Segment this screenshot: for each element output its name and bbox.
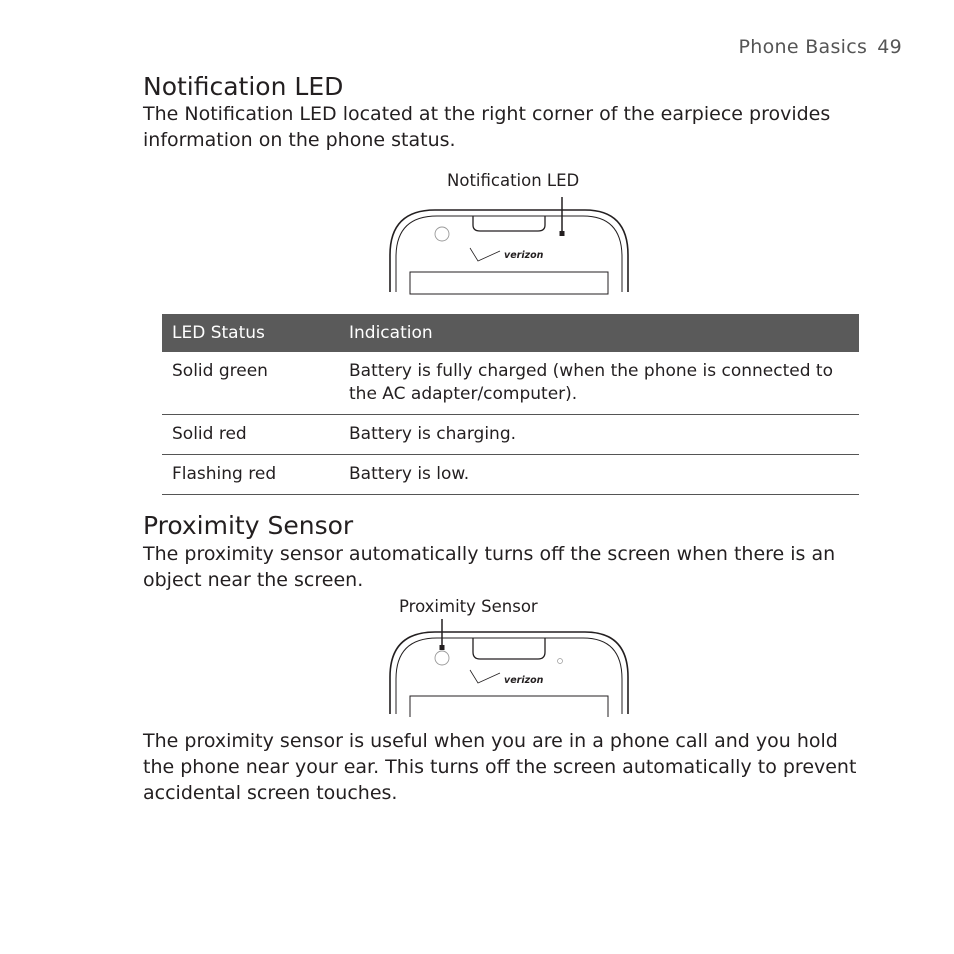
notification-led-figure-label: Notification LED [447,171,580,190]
table-row [162,352,859,415]
page-number: 49 [877,36,902,58]
phone-illustration-notification [380,195,640,295]
proximity-sensor-circle [435,651,449,665]
verizon-check-mark [470,670,500,683]
phone-screen [410,272,608,294]
indication-cell: Battery is charging. [339,415,859,455]
led-status-cell: Solid red [162,415,339,455]
verizon-check-mark [470,248,500,261]
earpiece [473,638,545,659]
header-section-title: Phone Basics [738,36,868,58]
phone-outer-outline [390,632,628,714]
verizon-logo: verizon [504,675,544,686]
proximity-sensor-usage-paragraph: The proximity sensor is useful when you are in a phone call and you hold the phone near your ear. This turns off the screen automatically to prevent accidental screen touches. [143,730,857,804]
running-header [739,36,902,58]
verizon-logo: verizon [504,250,544,261]
phone-illustration-proximity [380,617,640,717]
proximity-sensor-dot [440,645,445,650]
led-status-cell: Flashing red [162,455,339,495]
notification-led-dot [560,231,565,236]
led-status-cell: Solid green [162,352,339,415]
table-row [162,455,859,495]
notification-led-heading: Notification LED [143,72,344,101]
proximity-sensor-heading: Proximity Sensor [143,511,354,540]
led-status-table [162,314,859,495]
earpiece [473,216,545,231]
phone-screen [410,696,608,717]
proximity-sensor-description: The proximity sensor automatically turns off the screen when there is an object near the screen. [143,543,836,591]
proximity-sensor-figure-label: Proximity Sensor [399,597,538,616]
proximity-sensor-circle [435,227,449,241]
notification-led-description: The Notification LED located at the right corner of the earpiece provides information on the phone status. [143,103,831,151]
column-header-led-status: LED Status [162,314,339,352]
notification-led-circle [558,659,563,664]
table-row [162,415,859,455]
indication-cell: Battery is low. [339,455,859,495]
table-header-row [162,314,859,352]
column-header-indication: Indication [339,314,859,352]
indication-cell: Battery is fully charged (when the phone is connected to the AC adapter/computer). [339,352,859,415]
